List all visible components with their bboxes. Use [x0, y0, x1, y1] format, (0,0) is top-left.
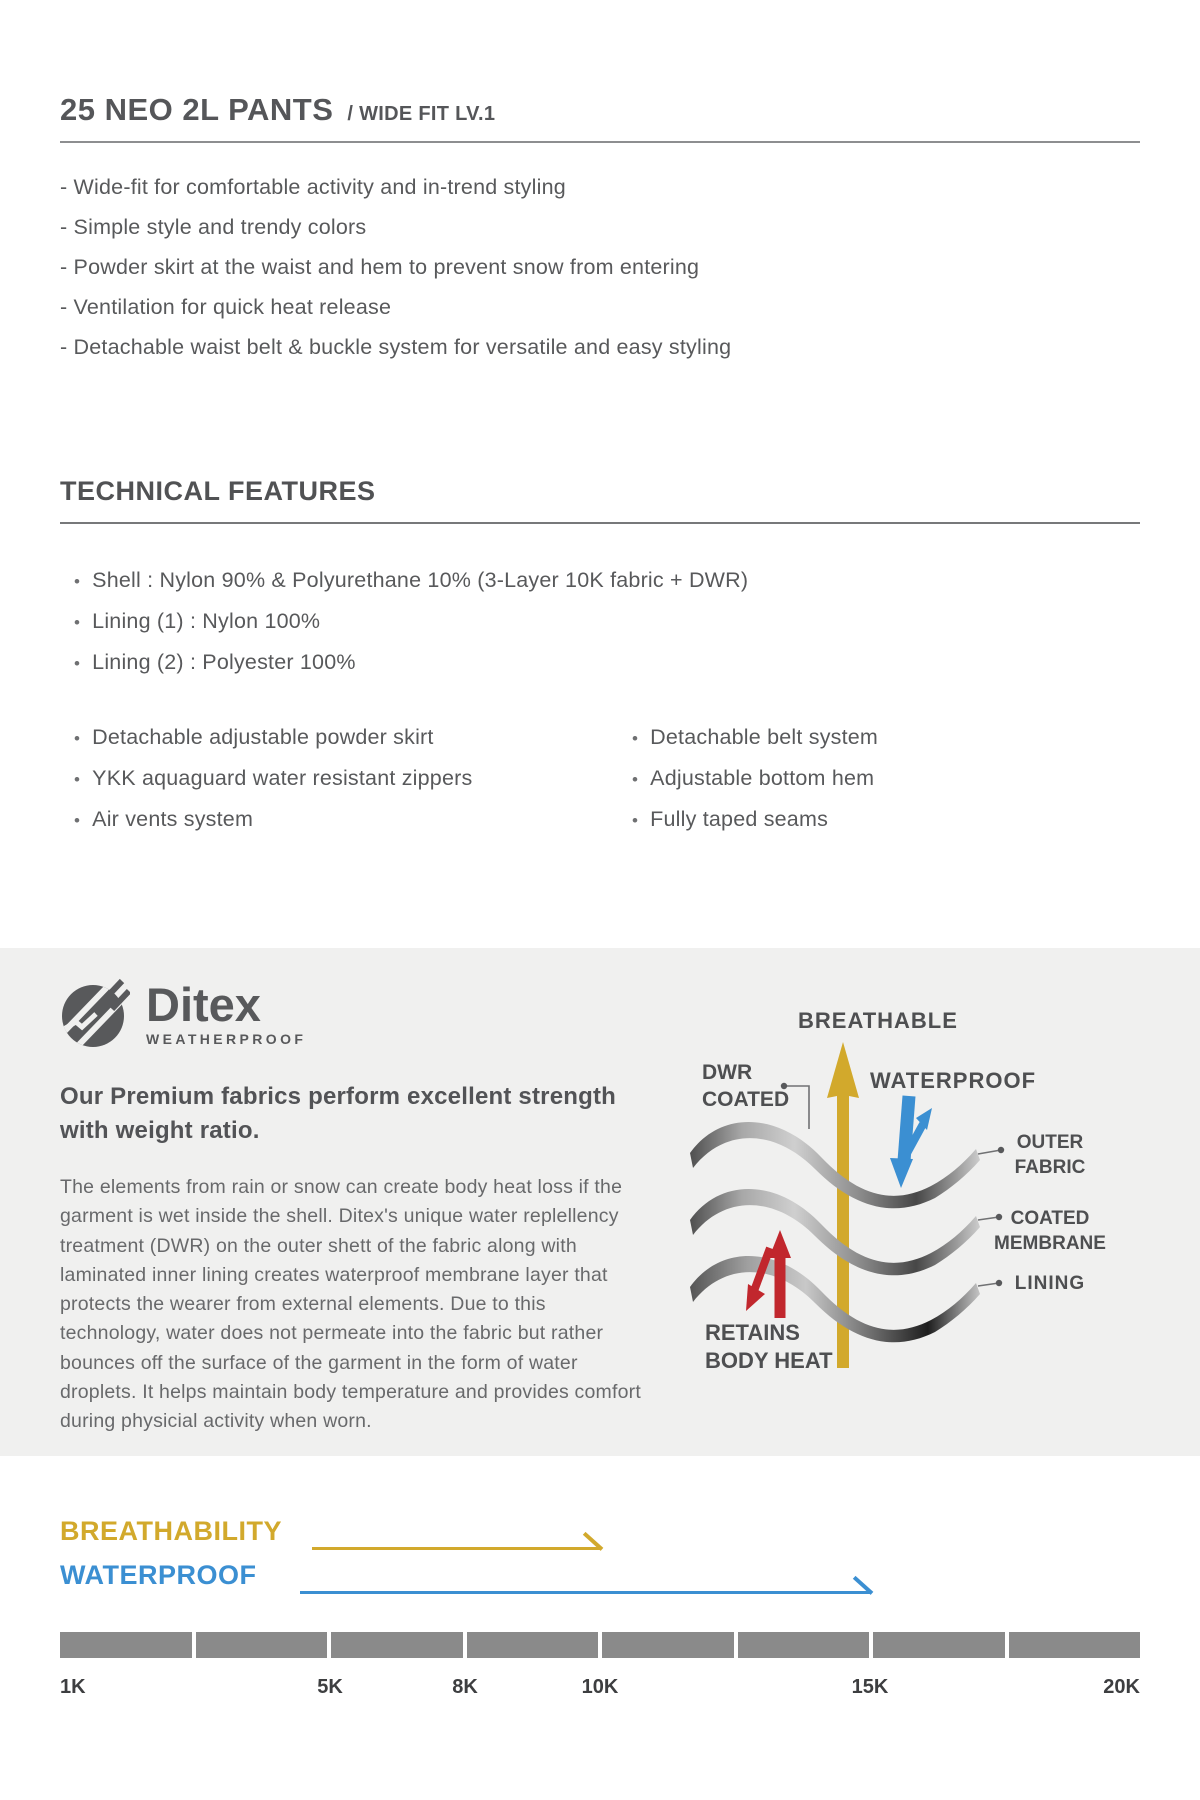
coated-membrane-label-line1: COATED [1010, 1208, 1090, 1229]
scale-tick-labels [60, 1668, 1140, 1708]
material-item: • Lining (1) : Nylon 100% [60, 609, 1140, 634]
highlight-item: - Ventilation for quick heat release [60, 295, 1140, 320]
lining-label: LINING [1014, 1273, 1086, 1294]
waterproof-indicator-line [300, 1591, 870, 1595]
tick-label: 1K [60, 1676, 86, 1698]
coated-membrane-label-line2: MEMBRANE [994, 1233, 1106, 1254]
ditex-wordmark [146, 978, 307, 1047]
fabric-claim-heading: Our Premium fabrics perform excellent strength with weight ratio. [60, 1083, 617, 1144]
page-title [60, 92, 1140, 143]
dwr-coated-label-line1: DWR [702, 1061, 753, 1084]
waterproof-arrow-tip-icon [853, 1575, 873, 1594]
ditex-section [0, 948, 1200, 1456]
feature-item: • Fully taped seams [618, 807, 1140, 832]
feature-item: • YKK aquaguard water resistant zippers [60, 766, 618, 791]
feature-list-right [618, 725, 1140, 848]
rating-scale-bar [60, 1632, 1140, 1658]
scale-segment [467, 1632, 599, 1658]
breathability-arrow-tip-icon [583, 1531, 603, 1550]
rating-scale-section [60, 1516, 1140, 1708]
feature-item: • Air vents system [60, 807, 618, 832]
material-item: • Shell : Nylon 90% & Polyurethane 10% (3-Layer 10K fabric + DWR) [60, 568, 1140, 593]
outer-fabric-label-line2: FABRIC [1014, 1157, 1086, 1178]
feature-item: • Adjustable bottom hem [618, 766, 1140, 791]
breathability-label: BREATHABILITY [60, 1516, 282, 1546]
scale-segment [1009, 1632, 1141, 1658]
highlight-list [60, 175, 1140, 360]
material-item: • Lining (2) : Polyester 100% [60, 650, 1140, 675]
highlight-item: - Powder skirt at the waist and hem to prevent snow from entering [60, 255, 1140, 280]
scale-segment [331, 1632, 463, 1658]
product-name: 25 NEO 2L PANTS [60, 92, 334, 127]
feature-item: • Detachable adjustable powder skirt [60, 725, 618, 750]
retains-body-heat-label-line2: BODY HEAT [705, 1348, 833, 1373]
breathability-rating-row [60, 1516, 1140, 1560]
ditex-brand-tagline: WEATHERPROOF [146, 1031, 307, 1047]
product-fit-label: / WIDE FIT LV.1 [347, 103, 496, 125]
tick-label: 15K [851, 1676, 889, 1698]
waterproof-arrow-icon [890, 1096, 932, 1188]
outer-fabric-label-line1: OUTER [1016, 1132, 1084, 1153]
waterproof-rating-row [60, 1560, 1140, 1604]
technical-features-heading: TECHNICAL FEATURES [60, 476, 1140, 524]
breathable-label: BREATHABLE [798, 1008, 958, 1033]
scale-segment [602, 1632, 734, 1658]
tick-label: 8K [452, 1676, 478, 1698]
spec-section [0, 0, 1200, 848]
tick-label: 10K [581, 1676, 619, 1698]
feature-list-left [60, 725, 618, 848]
scale-segment [196, 1632, 328, 1658]
tick-label: 5K [317, 1676, 343, 1698]
scale-segment [60, 1632, 192, 1658]
dwr-coated-label-line2: COATED [702, 1088, 790, 1111]
scale-segment [873, 1632, 1005, 1658]
highlight-item: - Detachable waist belt & buckle system for versatile and easy styling [60, 335, 1140, 360]
scale-segment [738, 1632, 870, 1658]
ditex-globe-icon [60, 978, 130, 1050]
ditex-brand-name: Ditex [146, 978, 261, 1031]
materials-list [60, 568, 1140, 675]
feature-columns [60, 725, 1140, 848]
tick-label: 20K [1103, 1676, 1140, 1698]
breathability-indicator-line [312, 1547, 600, 1551]
ditex-left-column [60, 978, 680, 1436]
retains-body-heat-label-line1: RETAINS [705, 1320, 800, 1345]
highlight-item: - Wide-fit for comfortable activity and in-trend styling [60, 175, 1140, 200]
leader-lines [784, 1086, 1001, 1286]
waterproof-label: WATERPROOF [870, 1068, 1037, 1093]
fabric-description-paragraph: The elements from rain or snow can create body heat loss if the garment is wet inside the shell. Ditex's unique water replellency treatment (DWR) on the outer shett of the fabric along with laminated inner lining creates waterproof membrane layer that protects the wearer from external elements. Due to this technology, water does not permeate into the fabric but rather bounces off the surface of the garment in the form of water droplets. It helps maintain body temperature and provides comfort during physicial activity when worn. [60, 1176, 641, 1433]
fabric-layer-diagram [680, 996, 1160, 1426]
highlight-item: - Simple style and trendy colors [60, 215, 1140, 240]
leader-dots [781, 1083, 1004, 1286]
waterproof-label: WATERPROOF [60, 1560, 257, 1590]
feature-item: • Detachable belt system [618, 725, 1140, 750]
ditex-logo [60, 978, 680, 1050]
